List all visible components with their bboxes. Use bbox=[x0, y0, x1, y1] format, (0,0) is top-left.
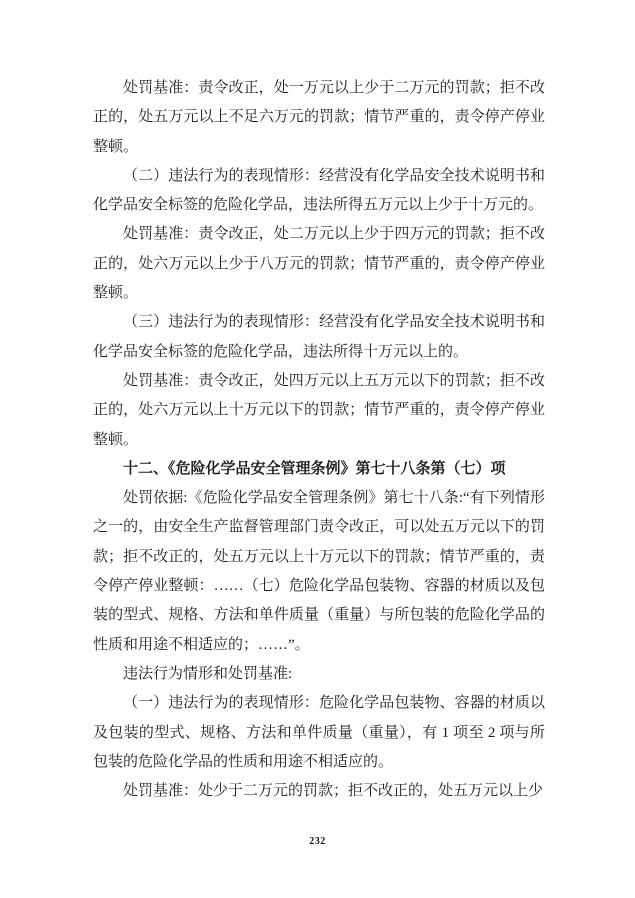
paragraph: 处罚基准：处少于二万元的罚款；拒不改正的，处五万元以上少 bbox=[123, 783, 544, 800]
paragraph: 违法行为情形和处罚基准: bbox=[123, 665, 293, 682]
paragraph: 处罚基准：责令改正，处二万元以上少于四万元的罚款；拒不改正的，处六万元以上少于八万元的罚款；情节严重的，责令停产停业整顿。 bbox=[93, 226, 545, 302]
paragraph: 处罚依据:《危险化学品安全管理条例》第七十八条:“有下列情形之一的，由安全生产监督管理部门责令改正，可以处五万元以下的罚款；拒不改正的，处五万元以上十万元以下的罚款；情节严重的，责令停产停业整顿：……（七）危险化学品包装物、容器的材质以及包装的型式、规格、方法和单件质量（重量）与所包装的危险化学品的性质和用途不相适应的；……”。 bbox=[93, 490, 545, 653]
page-number: 232 bbox=[309, 836, 326, 847]
paragraph: 处罚基准：责令改正，处四万元以上五万元以下的罚款；拒不改正的，处六万元以上十万元以下的罚款；情节严重的，责令停产停业整顿。 bbox=[93, 372, 545, 448]
document-body bbox=[93, 74, 545, 806]
page-footer bbox=[0, 831, 635, 849]
paragraph: （三）违法行为的表现情形：经营没有化学品安全技术说明书和化学品安全标签的危险化学品，违法所得十万元以上的。 bbox=[93, 314, 545, 360]
paragraph: 处罚基准：责令改正，处一万元以上少于二万元的罚款；拒不改正的，处五万元以上不足六万元的罚款；情节严重的，责令停产停业整顿。 bbox=[93, 80, 545, 155]
section-heading: 十二、《危险化学品安全管理条例》第七十八条第（七）项 bbox=[123, 460, 506, 477]
paragraph: （二）违法行为的表现情形：经营没有化学品安全技术说明书和化学品安全标签的危险化学品，违法所得五万元以上少于十万元的。 bbox=[93, 167, 545, 214]
paragraph: （一）违法行为的表现情形：危险化学品包装物、容器的材质以及包装的型式、规格、方法和单件质量（重量），有 1 项至 2 项与所包装的危险化学品的性质和用途不相适应的。 bbox=[93, 695, 545, 770]
